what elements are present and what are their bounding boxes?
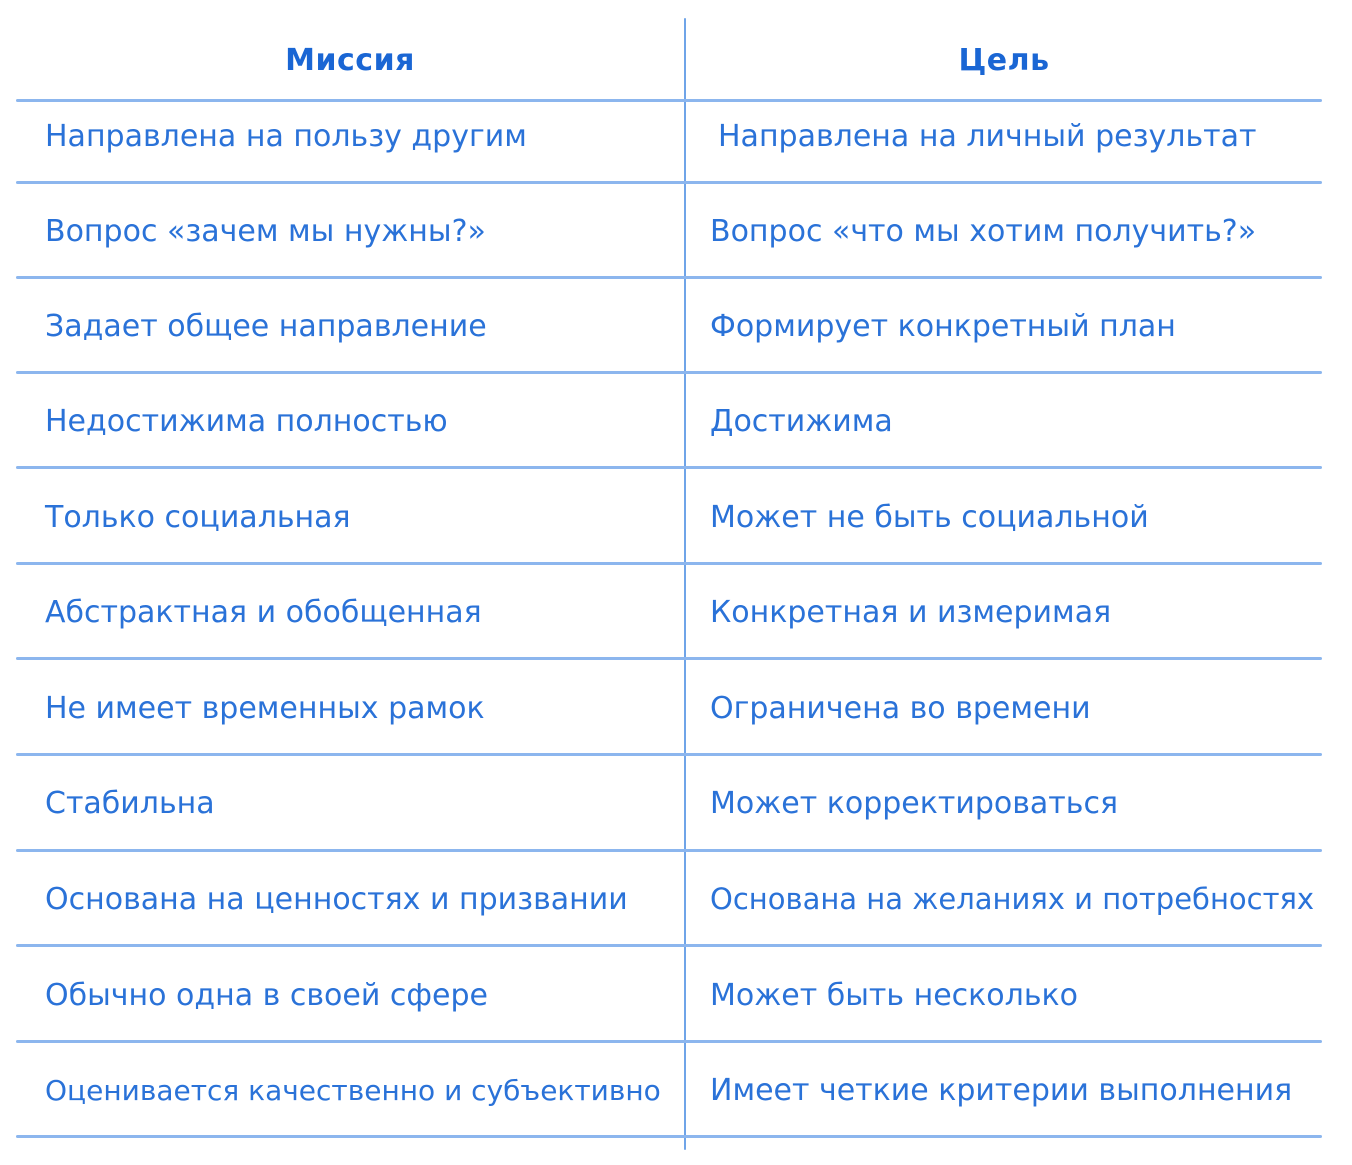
row-separator bbox=[16, 466, 1322, 469]
goal-cell: Может быть несколько bbox=[710, 977, 1078, 1013]
mission-cell: Не имеет временных рамок bbox=[45, 690, 485, 726]
row-separator bbox=[16, 657, 1322, 660]
goal-cell: Основана на желаниях и потребностях bbox=[710, 882, 1315, 916]
goal-cell: Имеет четкие критерии выполнения bbox=[710, 1072, 1293, 1108]
mission-cell: Вопрос «зачем мы нужны?» bbox=[45, 213, 486, 249]
goal-cell: Может не быть социальной bbox=[710, 499, 1149, 535]
mission-cell: Абстрактная и обобщенная bbox=[45, 594, 482, 630]
column-header-mission: Миссия bbox=[285, 42, 415, 78]
mission-cell: Оценивается качественно и субъективно bbox=[45, 1073, 661, 1107]
mission-cell: Недостижима полностью bbox=[45, 403, 448, 439]
goal-cell: Достижима bbox=[710, 403, 893, 439]
row-separator bbox=[16, 944, 1322, 947]
column-divider bbox=[684, 18, 686, 1150]
mission-cell: Стабильна bbox=[45, 785, 215, 821]
goal-cell: Ограничена во времени bbox=[710, 690, 1091, 726]
mission-cell: Направлена на пользу другим bbox=[45, 118, 527, 154]
column-header-goal: Цель bbox=[958, 42, 1050, 78]
mission-cell: Обычно одна в своей сфере bbox=[45, 977, 488, 1013]
goal-cell: Конкретная и измеримая bbox=[710, 594, 1112, 630]
goal-cell: Вопрос «что мы хотим получить?» bbox=[710, 213, 1257, 249]
goal-cell: Направлена на личный результат bbox=[718, 118, 1257, 154]
mission-cell: Задает общее направление bbox=[45, 308, 487, 344]
goal-cell: Может корректироваться bbox=[710, 785, 1119, 821]
mission-cell: Основана на ценностях и призвании bbox=[45, 881, 628, 917]
mission-cell: Только социальная bbox=[45, 499, 351, 535]
goal-cell: Формирует конкретный план bbox=[710, 308, 1176, 344]
row-separator bbox=[16, 1135, 1322, 1138]
